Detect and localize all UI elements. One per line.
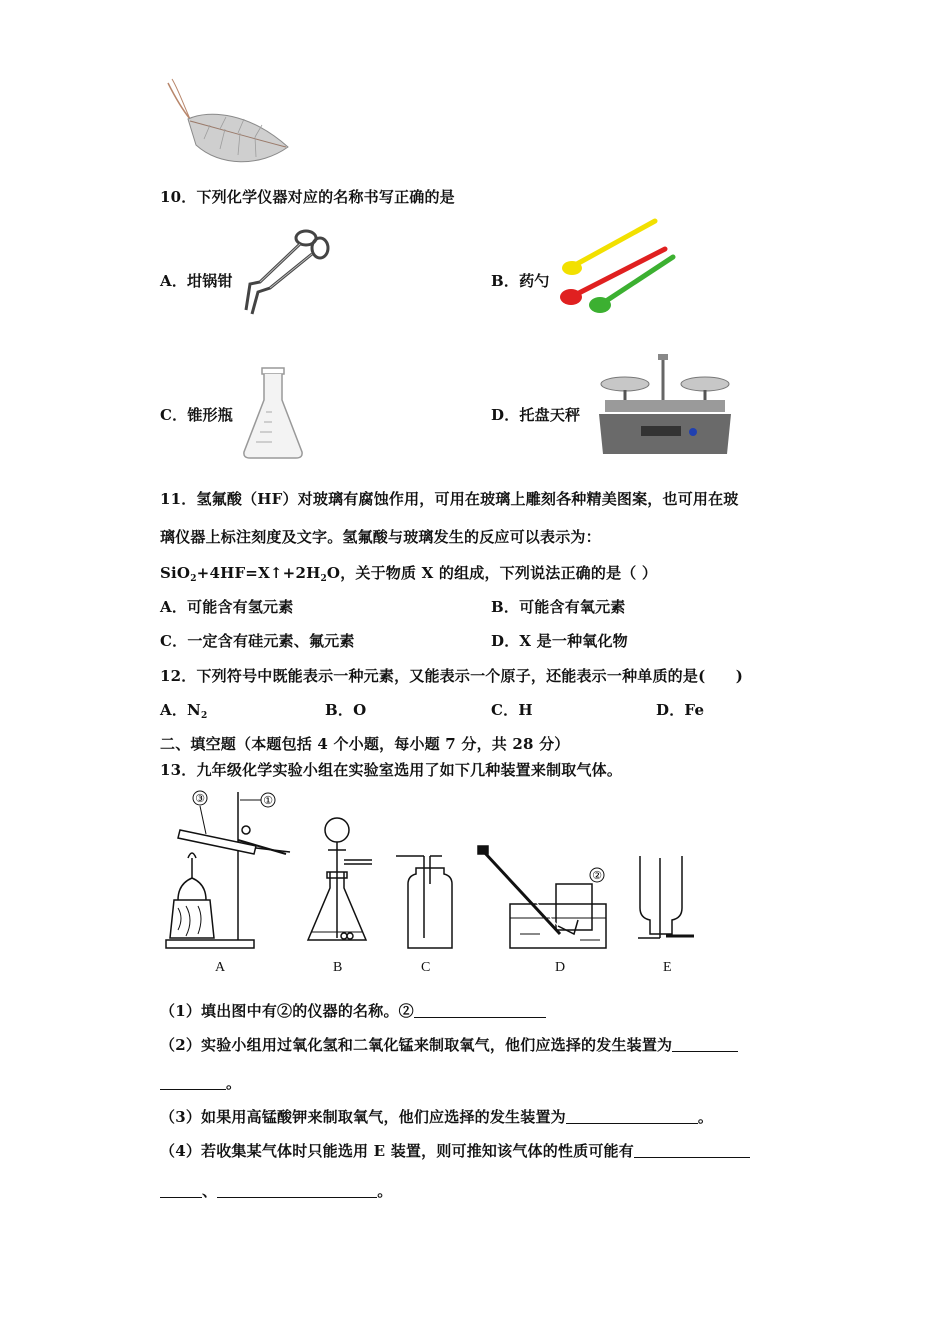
conical-flask-image — [238, 366, 308, 462]
option-text: Fe — [684, 701, 705, 719]
sub-text: 。 — [697, 1108, 714, 1126]
q11-option-c — [160, 630, 355, 651]
option-key: A． — [160, 272, 188, 290]
q13-stem: 13．九年级化学实验小组在实验室选用了如下几种装置来制取气体。 — [160, 761, 623, 779]
option-text: 可能含有氢元素 — [187, 598, 294, 616]
option-text: N — [187, 701, 201, 719]
option-key: B． — [325, 701, 354, 719]
q12-option-b — [325, 699, 366, 720]
option-text: 托盘天秤 — [519, 406, 581, 424]
option-key: D． — [491, 632, 520, 650]
apparatus-d — [478, 846, 606, 948]
sub-text: 。 — [226, 1074, 242, 1092]
q11-stem-line1: 11．氢氟酸（HF）对玻璃有腐蚀作用，可用在玻璃上雕刻各种精美图案，也可用在玻 — [160, 490, 739, 508]
q11-option-b — [491, 596, 626, 617]
apparatus-e — [638, 856, 694, 938]
apparatus-label-a: A — [215, 960, 226, 975]
sub-text: （4）若收集某气体时只能选用 E 装置，则可推知该气体的性质可能有 — [160, 1142, 634, 1160]
marker-3: ③ — [195, 792, 205, 805]
marker-1: ① — [263, 794, 273, 807]
option-key: C． — [160, 406, 188, 424]
sub-text: （3）如果用高锰酸钾来制取氧气，他们应选择的发生装置为 — [160, 1108, 566, 1126]
option-text: 可能含有氧元素 — [519, 598, 626, 616]
eq-part: SiO — [160, 564, 191, 582]
option-key: C． — [491, 701, 519, 719]
answer-blank[interactable] — [634, 1143, 750, 1158]
q13-sub2 — [160, 1034, 738, 1055]
sub-text: 。 — [377, 1182, 393, 1200]
eq-part: O，关于物质 X 的组成，下列说法正确的是（ ） — [326, 564, 658, 582]
answer-blank[interactable] — [217, 1183, 377, 1198]
q10-option-d — [491, 404, 580, 425]
q13-sub3 — [160, 1106, 713, 1127]
apparatus-c — [396, 856, 452, 948]
answer-blank[interactable] — [160, 1075, 226, 1090]
sub-text: 、 — [202, 1182, 218, 1200]
crucible-tongs-image — [240, 222, 335, 320]
apparatus-label-c: C — [421, 960, 431, 975]
answer-blank[interactable] — [160, 1183, 202, 1198]
apparatus-label-e: E — [663, 960, 672, 975]
q11-equation — [160, 562, 657, 584]
option-text: X 是一种氧化物 — [519, 632, 628, 650]
q10-stem: 10．下列化学仪器对应的名称书写正确的是 — [160, 188, 455, 206]
tray-balance-image — [595, 352, 735, 460]
option-text: H — [518, 701, 533, 719]
option-key: A． — [160, 701, 188, 719]
option-key: B． — [491, 598, 520, 616]
apparatus-label-b: B — [333, 960, 343, 975]
section-heading: 二、填空题（本题包括 4 个小题，每小题 7 分，共 28 分） — [160, 735, 570, 753]
q10-option-c — [160, 404, 233, 425]
q12-stem: 12．下列符号中既能表示一种元素，又能表示一个原子，还能表示一种单质的是( ) — [160, 667, 744, 685]
apparatus-a — [166, 792, 290, 948]
option-key: B． — [491, 272, 520, 290]
q13-sub2-cont — [160, 1072, 241, 1093]
option-key: D． — [491, 406, 520, 424]
q10-option-a — [160, 270, 233, 291]
marker-2: ② — [592, 869, 602, 882]
q10-option-b — [491, 270, 550, 291]
apparatus-label-d: D — [555, 960, 566, 975]
q11-option-d — [491, 630, 628, 651]
eq-subscript: 2 — [320, 574, 327, 584]
answer-blank[interactable] — [672, 1037, 738, 1052]
q12-option-a — [160, 699, 207, 721]
q12-option-c — [491, 699, 533, 720]
leaf-image — [160, 75, 295, 175]
option-text: 药勺 — [519, 272, 550, 290]
option-text: 锥形瓶 — [187, 406, 233, 424]
option-key: A． — [160, 598, 188, 616]
q13-sub4 — [160, 1140, 750, 1161]
eq-subscript: 2 — [190, 574, 197, 584]
eq-part: +4HF=X↑+2H — [196, 564, 321, 582]
apparatus-b — [308, 818, 372, 940]
answer-blank[interactable] — [566, 1109, 698, 1124]
q12-option-d — [656, 699, 704, 720]
q11-option-a — [160, 596, 293, 617]
option-text: 一定含有硅元素、氟元素 — [187, 632, 355, 650]
q11-stem-line2: 璃仪器上标注刻度及文字。氢氟酸与玻璃发生的反应可以表示为： — [160, 528, 601, 546]
medicine-spoons-image — [555, 215, 685, 315]
option-key: D． — [656, 701, 685, 719]
answer-blank[interactable] — [414, 1003, 546, 1018]
option-key: C． — [160, 632, 188, 650]
option-text: O — [353, 701, 367, 719]
apparatus-figure — [160, 788, 720, 958]
sub-text: （2）实验小组用过氧化氢和二氧化锰来制取氧气，他们应选择的发生装置为 — [160, 1036, 673, 1054]
q13-sub1 — [160, 1000, 546, 1021]
option-subscript: 2 — [200, 711, 208, 721]
sub-text: （1）填出图中有②的仪器的名称。② — [160, 1002, 414, 1020]
q13-sub4-cont — [160, 1180, 392, 1201]
option-text: 坩锅钳 — [187, 272, 233, 290]
